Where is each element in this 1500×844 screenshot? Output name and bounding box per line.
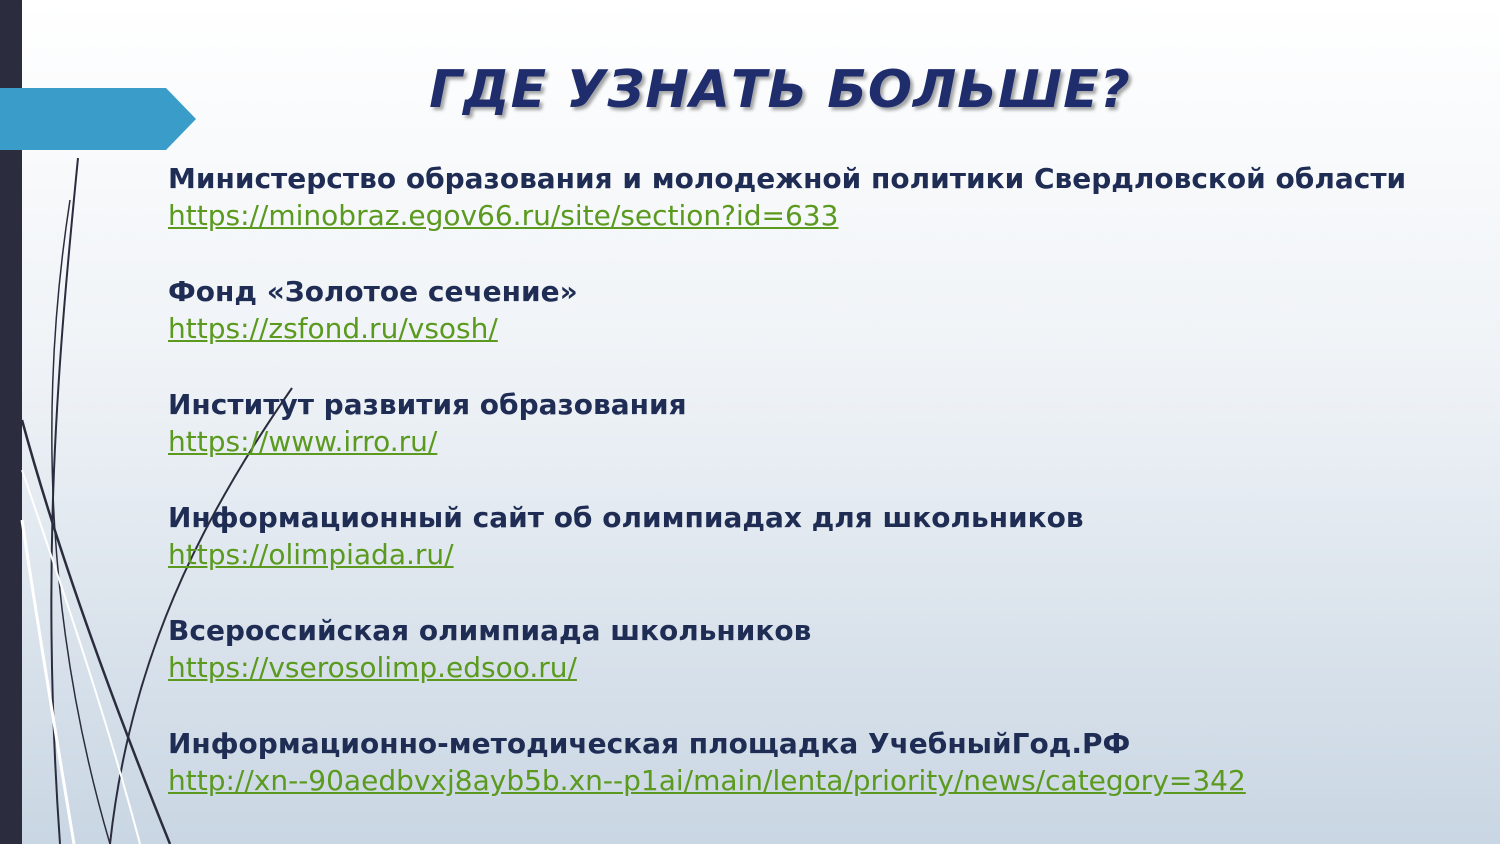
resource-link[interactable]: https://vserosolimp.edsoo.ru/ [168,651,577,684]
resource-name: Фонд «Золотое сечение» [168,275,578,308]
resource-link[interactable]: https://www.irro.ru/ [168,425,438,458]
resource-link[interactable]: https://minobraz.egov66.ru/site/section?id=633 [168,199,839,232]
resource-entry [168,499,1488,612]
resource-link[interactable]: https://olimpiada.ru/ [168,538,454,571]
resource-name: Министерство образования и молодежной политики Свердловской области [168,162,1407,195]
slide-title: ГДЕ УЗНАТЬ БОЛЬШЕ? [429,60,1131,120]
resource-entry [168,612,1488,725]
resource-name: Институт развития образования [168,388,687,421]
resource-entry [168,386,1488,499]
resource-link[interactable]: https://zsfond.ru/vsosh/ [168,312,498,345]
resource-list [168,160,1488,838]
resource-name: Информационный сайт об олимпиадах для школьников [168,501,1084,534]
resource-entry [168,725,1488,838]
resource-entry [168,160,1488,273]
resource-name: Информационно-методическая площадка УчебныйГод.РФ [168,727,1131,760]
resource-name: Всероссийская олимпиада школьников [168,614,812,647]
resource-link[interactable]: http://xn--90aedbvxj8ayb5b.xn--p1ai/main/lenta/priority/news/category=342 [168,764,1246,797]
resource-entry [168,273,1488,386]
